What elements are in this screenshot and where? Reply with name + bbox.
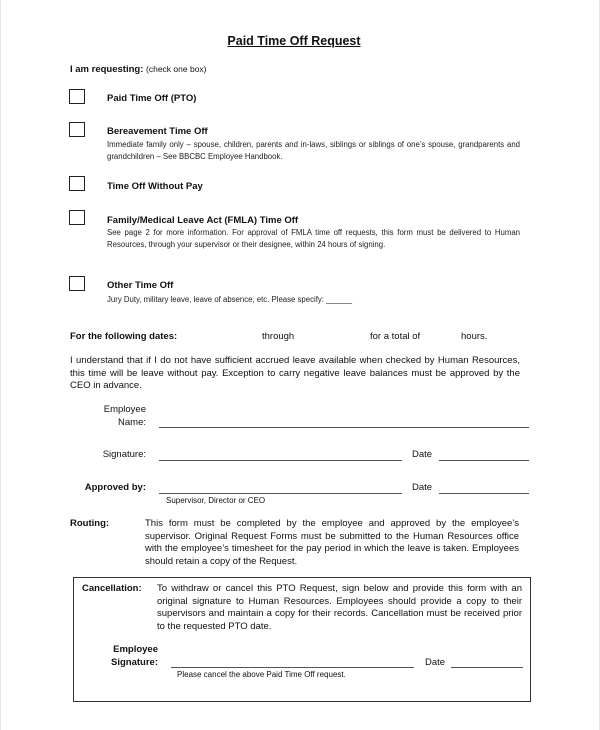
cancellation-label: Cancellation: [82, 583, 142, 594]
pto-option-label: Paid Time Off (PTO) [107, 93, 197, 104]
signature-label: Signature: [102, 449, 146, 460]
approved-date-line[interactable] [439, 493, 529, 494]
bereavement-checkbox[interactable] [69, 122, 85, 137]
requesting-instruction [70, 64, 207, 75]
fmla-option-description: See page 2 for more information. For approval of FMLA time off requests, this form must be delivered to Human Resources, through your supervisor or their designee, within 24 hours of signing. [107, 228, 520, 249]
other-checkbox[interactable] [69, 276, 85, 291]
signature-line[interactable] [159, 460, 402, 461]
fmla-option-label: Family/Medical Leave Act (FMLA) Time Off [107, 215, 299, 226]
approver-caption: Supervisor, Director or CEO [166, 496, 266, 505]
fmla-checkbox[interactable] [69, 210, 85, 225]
dates-label: For the following dates: [70, 331, 178, 342]
cancellation-box [73, 577, 531, 702]
routing-text: This form must be completed by the employee and approved by the employee’s supervisor. Original Request Forms must be submitted to the Human Resources office with the employee’s timesheet for the pay period in which the leave is taken. Employees should retain a copy of the Request. [145, 518, 519, 567]
bereavement-option-description: Immediate family only – spouse, children, parents and in-laws, siblings or siblings of one’s spouse, grandparents and grandchildren – See BBCBC Employee Handbook. [107, 140, 520, 161]
dates-row [70, 331, 530, 345]
leave-understanding-text: I understand that if I do not have sufficient accrued leave available when checked by Human Resources, this time will be leave without pay. Exception to carry negative leave balances must be approved by the CEO in advance. [70, 355, 520, 391]
cancellation-signature-line[interactable] [171, 667, 414, 668]
approved-by-line[interactable] [159, 493, 402, 494]
signature-date-line[interactable] [439, 460, 529, 461]
dates-through: through [262, 331, 295, 342]
other-option-description: Jury Duty, military leave, leave of absence, etc. Please specify: ______ [107, 295, 353, 304]
cancellation-text: To withdraw or cancel this PTO Request, sign below and provide this form with an original signature to Human Resources. Employees should provide a copy to their supervisors and maintain a copy for their records. Cancellation must be received prior to the requested PTO date. [157, 583, 522, 632]
routing-label: Routing: [70, 518, 110, 529]
unpaid-checkbox[interactable] [69, 176, 85, 191]
approved-date-label: Date [412, 482, 433, 493]
employee-name-label: Employee Name: [103, 404, 146, 428]
requesting-hint: (check one box) [146, 64, 207, 74]
dates-total: for a total of [370, 331, 421, 342]
approved-by-label: Approved by: [84, 482, 146, 493]
cancellation-signature-label: Employee Signature: [111, 644, 158, 668]
pto-checkbox[interactable] [69, 89, 85, 104]
signature-date-label: Date [412, 449, 433, 460]
cancellation-caption: Please cancel the above Paid Time Off request. [177, 670, 346, 679]
cancellation-date-line[interactable] [451, 667, 523, 668]
employee-name-line[interactable] [159, 427, 529, 428]
bereavement-option-label: Bereavement Time Off [107, 126, 208, 137]
unpaid-option-label: Time Off Without Pay [107, 181, 203, 192]
requesting-label: I am requesting: [70, 64, 144, 75]
cancellation-date-label: Date [425, 657, 446, 668]
form-title: Paid Time Off Request [227, 34, 361, 48]
dates-hours: hours. [461, 331, 488, 342]
other-option-label: Other Time Off [107, 280, 174, 291]
